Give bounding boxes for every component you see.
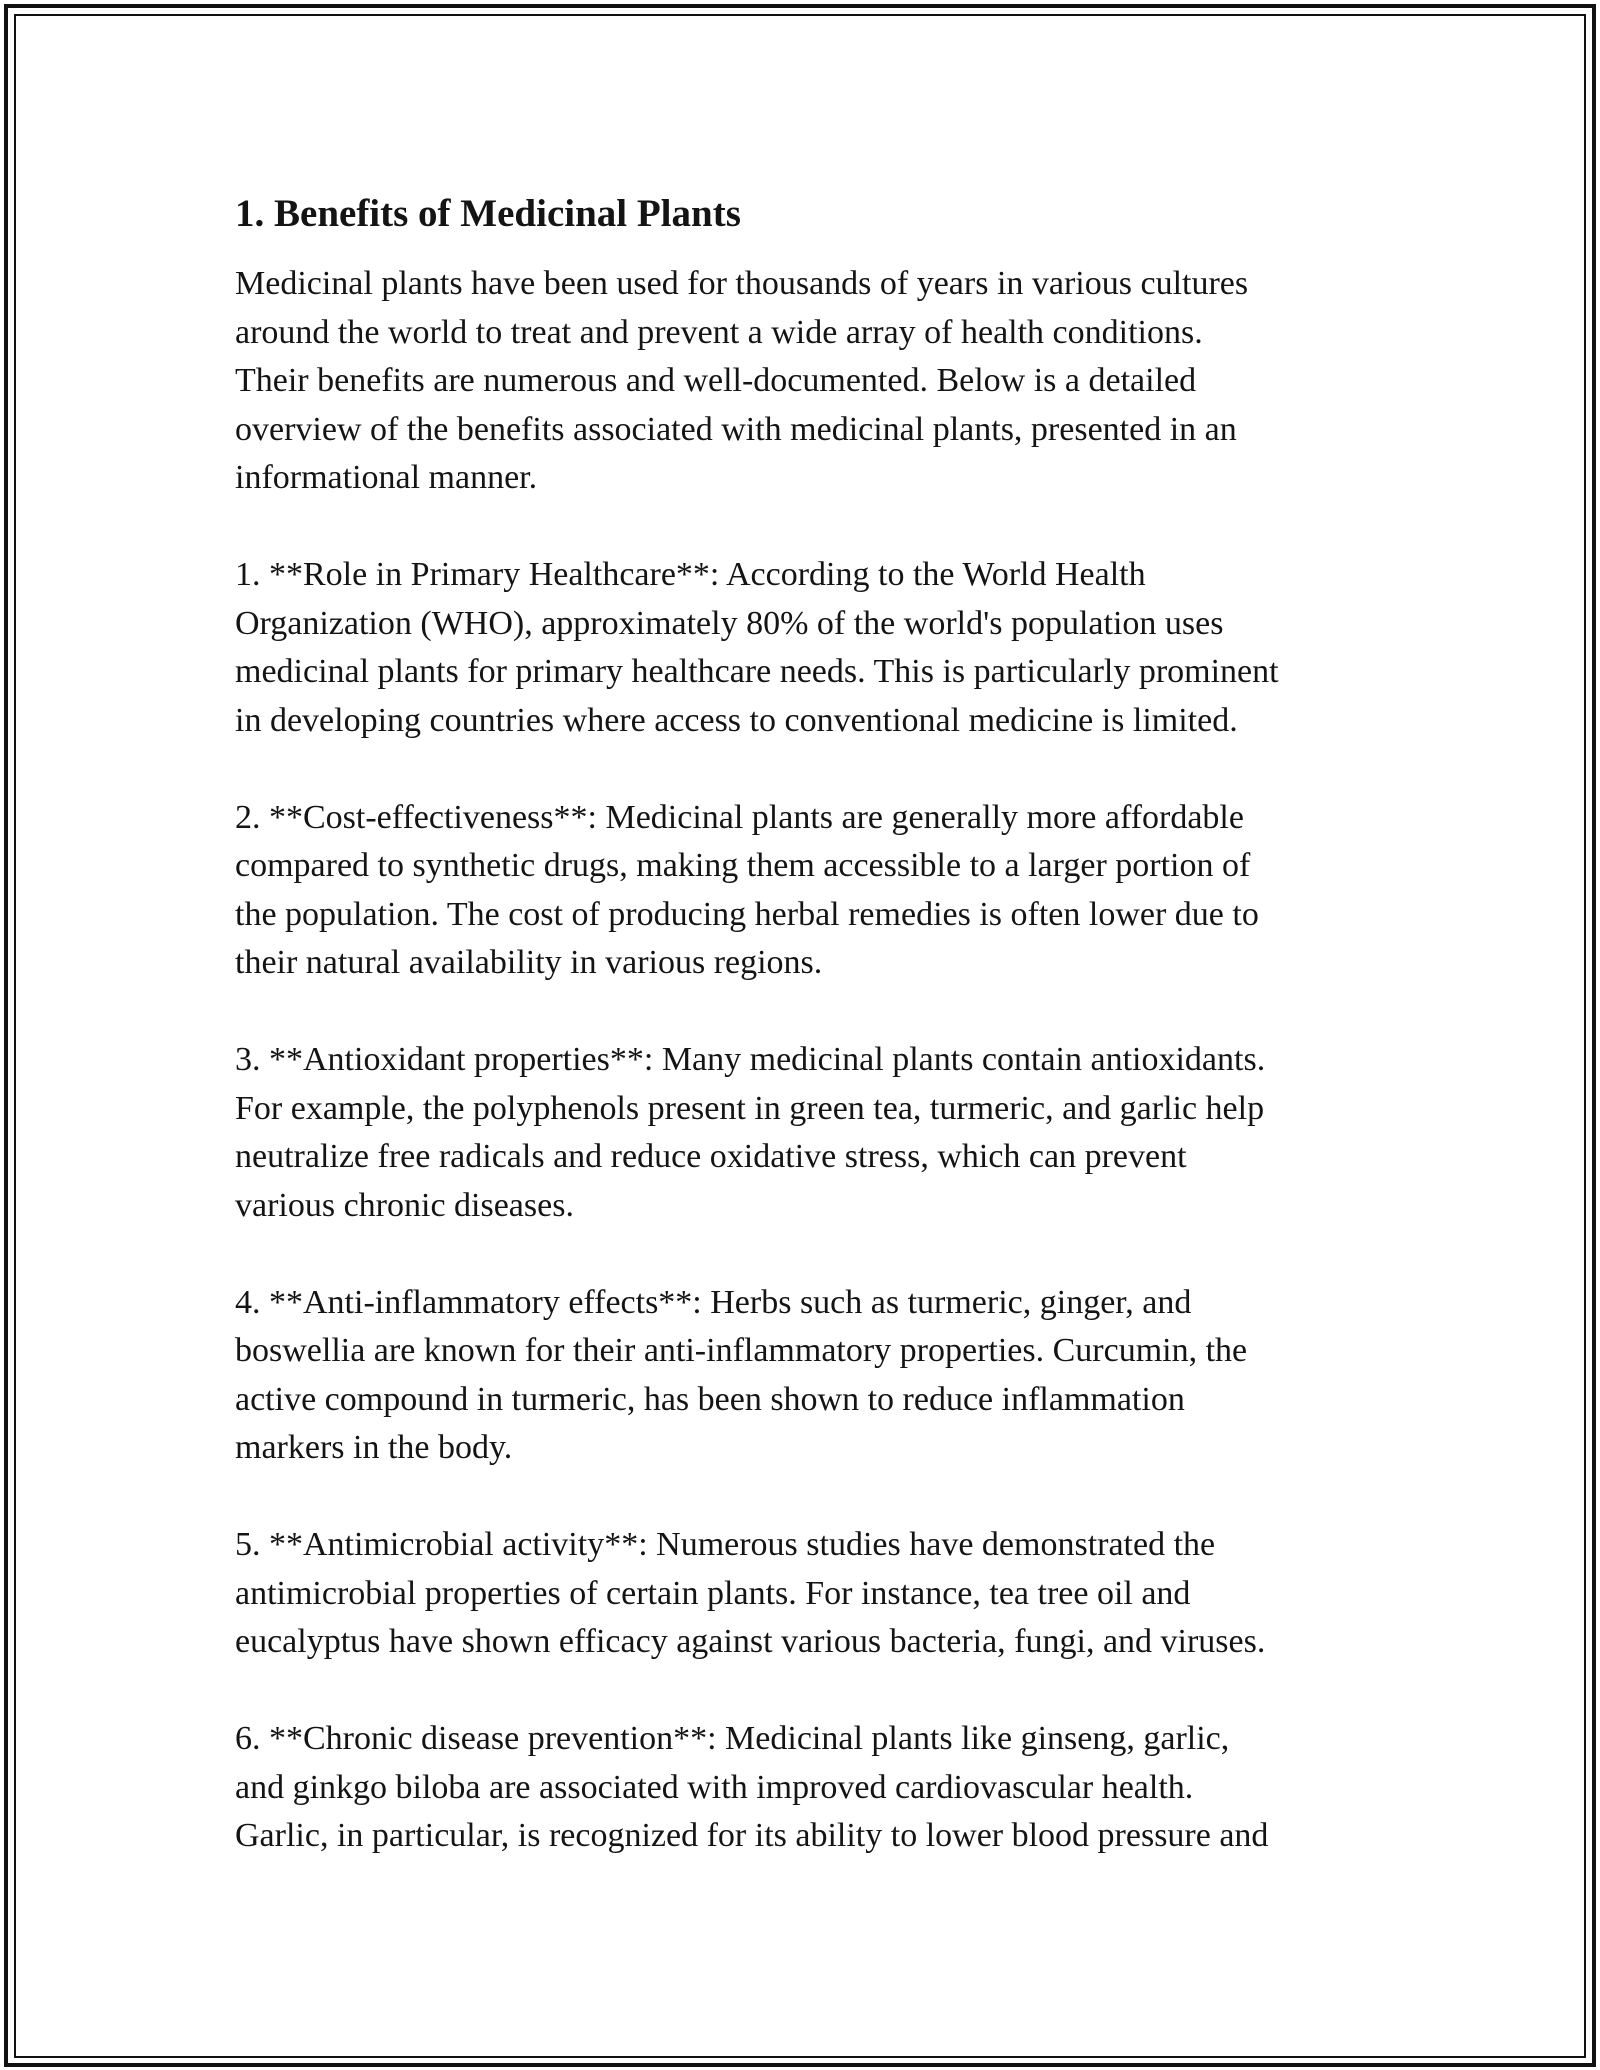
benefit-item-cost-effectiveness <box>235 794 1385 988</box>
text-line: various chronic diseases. <box>235 1186 574 1224</box>
document-body <box>235 188 1385 1909</box>
text-line: 3. **Antioxidant properties**: Many medicinal plants contain antioxidants. <box>235 1041 1266 1078</box>
benefit-item-antioxidant <box>235 1036 1385 1230</box>
benefit-item-primary-healthcare <box>235 551 1385 745</box>
text-line: and ginkgo biloba are associated with improved cardiovascular health. <box>235 1768 1194 1806</box>
text-line: Garlic, in particular, is recognized for its ability to lower blood pressure and <box>235 1817 1269 1854</box>
section-heading: 1. Benefits of Medicinal Plants <box>235 192 741 235</box>
text-line: boswellia are known for their anti-inflammatory properties. Curcumin, the <box>235 1332 1248 1369</box>
text-line: their natural availability in various regions. <box>235 944 823 981</box>
text-line: 6. **Chronic disease prevention**: Medicinal plants like ginseng, garlic, <box>235 1720 1230 1757</box>
text-line: 1. **Role in Primary Healthcare**: According to the World Health <box>235 556 1146 593</box>
text-line: eucalyptus have shown efficacy against various bacteria, fungi, and viruses. <box>235 1623 1266 1660</box>
benefit-item-antimicrobial <box>235 1521 1385 1667</box>
text-line: neutralize free radicals and reduce oxidative stress, which can prevent <box>235 1138 1187 1175</box>
text-line: Organization (WHO), approximately 80% of the world's population uses <box>235 604 1224 642</box>
text-line: compared to synthetic drugs, making them accessible to a larger portion of <box>235 847 1251 884</box>
text-line: markers in the body. <box>235 1429 513 1466</box>
benefit-item-chronic-disease <box>235 1715 1385 1861</box>
text-line: 2. **Cost-effectiveness**: Medicinal plants are generally more affordable <box>235 798 1244 836</box>
text-line: antimicrobial properties of certain plants. For instance, tea tree oil and <box>235 1574 1191 1612</box>
text-line: the population. The cost of producing herbal remedies is often lower due to <box>235 895 1259 933</box>
text-line: informational manner. <box>235 459 538 496</box>
intro-paragraph <box>235 260 1385 503</box>
text-line: around the world to treat and prevent a wide array of health conditions. <box>235 313 1203 351</box>
text-line: Medicinal plants have been used for thousands of years in various cultures <box>235 265 1249 302</box>
text-line: medicinal plants for primary healthcare needs. This is particularly prominent <box>235 653 1279 690</box>
text-line: For example, the polyphenols present in green tea, turmeric, and garlic help <box>235 1089 1265 1127</box>
text-line: overview of the benefits associated with medicinal plants, presented in an <box>235 410 1237 448</box>
text-line: 4. **Anti-inflammatory effects**: Herbs such as turmeric, ginger, and <box>235 1283 1192 1321</box>
text-line: active compound in turmeric, has been shown to reduce inflammation <box>235 1380 1185 1418</box>
benefit-item-anti-inflammatory <box>235 1279 1385 1473</box>
text-line: 5. **Antimicrobial activity**: Numerous studies have demonstrated the <box>235 1526 1216 1563</box>
text-line: Their benefits are numerous and well-documented. Below is a detailed <box>235 362 1197 399</box>
text-line: in developing countries where access to conventional medicine is limited. <box>235 701 1238 739</box>
